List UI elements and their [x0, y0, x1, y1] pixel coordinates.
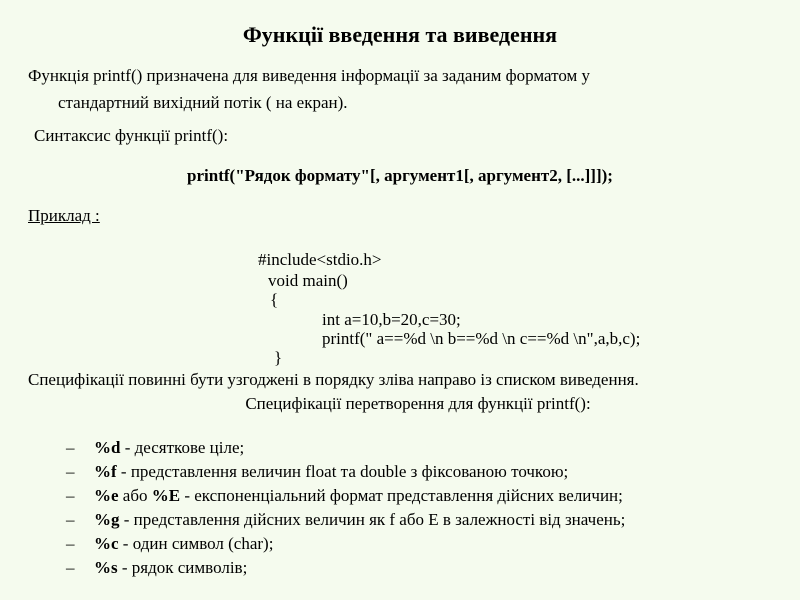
- code-line-include: #include<stdio.h>: [258, 250, 382, 269]
- spec-list: [66, 436, 625, 580]
- syntax-code: printf("Рядок формату"[, аргумент1[, аргумент2, [...]]]);: [187, 166, 613, 185]
- list-item: [66, 460, 625, 484]
- list-item: [66, 556, 625, 580]
- intro-line-2: стандартний вихідний потік ( на екран).: [58, 93, 348, 112]
- spec-key: %c: [94, 534, 119, 553]
- list-item: [66, 436, 625, 460]
- list-item: [66, 532, 625, 556]
- spec-key: %s: [94, 558, 118, 577]
- spec-key: %g: [94, 510, 120, 529]
- code-line-close-brace: }: [274, 348, 283, 367]
- spec-desc: - один символ (char);: [118, 534, 274, 553]
- spec-desc: - представлення дійсних величин як f або E в залежності від значень;: [119, 510, 626, 529]
- code-line-open-brace: {: [270, 290, 279, 309]
- list-item: [66, 508, 625, 532]
- bullet-dash: –: [66, 438, 75, 457]
- spec-desc: - десяткове ціле;: [120, 438, 245, 457]
- spec-key-alt: %E: [151, 486, 181, 505]
- code-line-main: void main(): [268, 271, 348, 290]
- bullet-dash: –: [66, 486, 75, 505]
- intro-paragraph: [28, 62, 773, 116]
- spec-desc: - експоненціальний формат представлення дійсних величин;: [180, 486, 623, 505]
- spec-note: Специфікації повинні бути узгоджені в порядку зліва направо із списком виведення.: [28, 370, 639, 389]
- bullet-dash: –: [66, 558, 75, 577]
- bullet-dash: –: [66, 510, 75, 529]
- bullet-dash: –: [66, 534, 75, 553]
- slide-title: Функції введення та виведення: [242, 22, 558, 47]
- spec-heading: Специфікації перетворення для функції printf():: [245, 394, 591, 413]
- spec-desc: - представлення величин float та double з фіксованою точкою;: [116, 462, 569, 481]
- spec-key: %d: [94, 438, 121, 457]
- list-item: [66, 484, 625, 508]
- spec-key: %f: [94, 462, 117, 481]
- intro-line-1: Функція printf() призначена для виведення інформації за заданим форматом у: [28, 66, 591, 85]
- code-line-printf: printf(" a==%d \n b==%d \n c==%d \n",a,b,c);: [322, 329, 641, 348]
- spec-key: %e: [94, 486, 119, 505]
- spec-desc: - рядок символів;: [117, 558, 248, 577]
- example-label: Приклад :: [28, 206, 100, 225]
- syntax-label: Синтаксис функції printf():: [34, 126, 229, 145]
- code-line-declaration: int a=10,b=20,c=30;: [322, 310, 461, 329]
- bullet-dash: –: [66, 462, 75, 481]
- spec-connector: або: [118, 486, 152, 505]
